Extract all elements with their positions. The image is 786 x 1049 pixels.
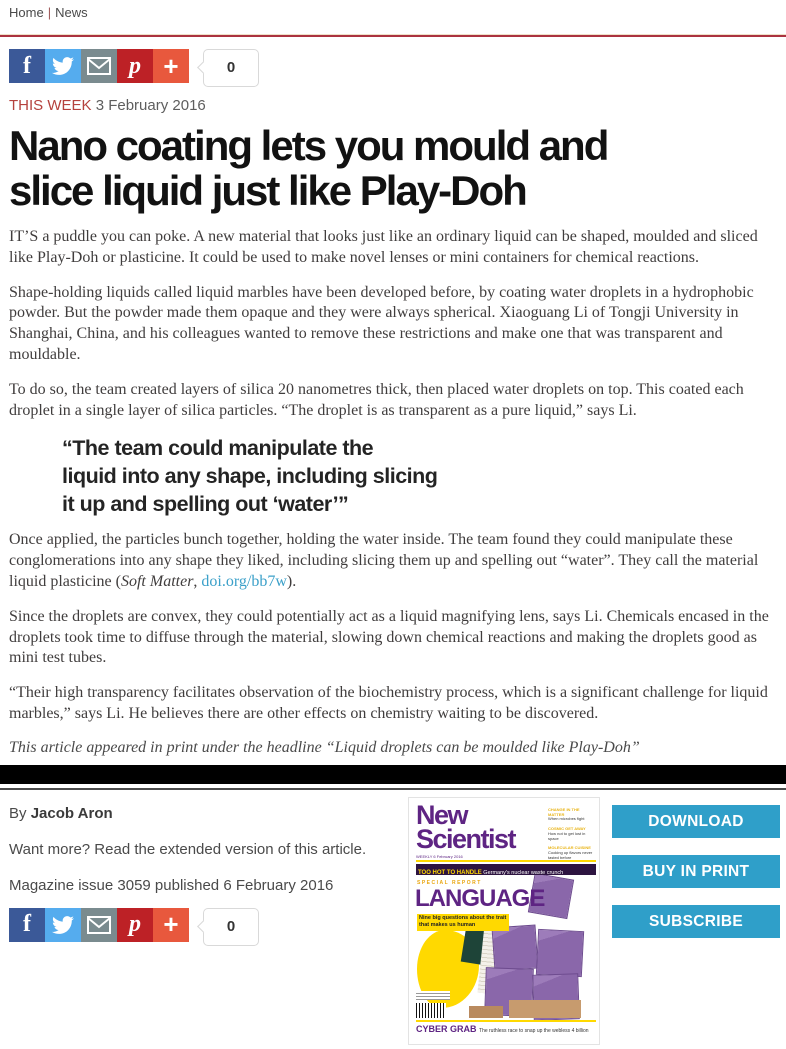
cover-special-report-label: SPECIAL REPORT	[417, 879, 482, 886]
publish-date: 3 February 2016	[95, 97, 206, 114]
breadcrumb-news-link[interactable]: News	[55, 5, 88, 20]
twitter-icon	[52, 55, 74, 77]
promo-buttons	[612, 805, 780, 955]
buy-in-print-button[interactable]: BUY IN PRINT	[612, 855, 780, 888]
cover-snippet: COSMIC GET AWAY How not to get lost in space	[548, 826, 586, 841]
breadcrumb-separator: |	[47, 5, 52, 20]
breadcrumb	[0, 0, 786, 20]
pull-quote: “The team could manipulate the liquid into any shape, including slicing it up and spelling out ‘water’”	[62, 436, 438, 516]
article-body	[0, 227, 786, 757]
byline: By Jacob Aron	[9, 804, 113, 822]
pinterest-icon: p	[129, 52, 141, 79]
cover-fine-print	[416, 991, 450, 1000]
share-count-badge[interactable]: 0	[203, 908, 259, 946]
cover-yellow-rule	[416, 860, 596, 862]
facebook-share-button[interactable]	[9, 49, 45, 83]
cover-cube	[492, 924, 539, 971]
plus-icon: +	[163, 50, 179, 81]
share-more-button[interactable]	[153, 49, 189, 83]
cover-tan-texture	[469, 1006, 503, 1018]
cover-barcode	[416, 1003, 446, 1018]
paragraph-5: Since the droplets are convex, they could potentially act as a liquid magnifying lens, says Li. Chemicals encased in the droplets took time to diffuse through the material, slowing down chemical reactions and making the droplets good as mini test tubes.	[9, 607, 769, 667]
pinterest-share-button[interactable]	[117, 49, 153, 83]
cover-bottom-teaser: CYBER GRAB The ruthless race to snap up the webless 4 billion	[416, 1023, 589, 1034]
subscribe-button[interactable]: SUBSCRIBE	[612, 905, 780, 938]
doi-link[interactable]: doi.org/bb7w	[201, 572, 287, 590]
share-count-badge[interactable]: 0	[203, 49, 259, 87]
article-eyebrow	[0, 87, 786, 114]
breadcrumb-home-link[interactable]: Home	[9, 5, 44, 20]
page-title: Nano coating lets you mould and slice liquid just like Play-Doh	[9, 122, 608, 214]
want-more-text: Want more? Read the extended version of this article.	[9, 840, 367, 858]
paragraph-4: Once applied, the particles bunch together, holding the water inside. The team found they could manipulate these conglomerations into any shape they liked, including slicing them up and spelling out “water”. They call the material liquid plasticine (Soft Matter, doi.org/bb7w).	[9, 531, 759, 590]
magazine-cover[interactable]	[408, 797, 600, 1045]
email-share-button[interactable]	[81, 49, 117, 83]
magazine-issue-info: Magazine issue 3059 published 6 February 2016	[9, 876, 334, 894]
facebook-share-button[interactable]	[9, 908, 45, 942]
email-envelope-icon	[87, 57, 111, 75]
cover-banner: TOO HOT TO HANDLE Germany's nuclear waste crunch	[416, 864, 596, 875]
cover-feature-subtitle: Nine big questions about the trait that makes us human	[417, 914, 509, 931]
share-more-button[interactable]	[153, 908, 189, 942]
cover-snippet: CHANGE IN THE MATTER When microbes fight	[548, 806, 585, 822]
twitter-share-button[interactable]	[45, 908, 81, 942]
cover-tan-texture	[509, 1000, 581, 1018]
email-share-button[interactable]	[81, 908, 117, 942]
plus-icon: +	[163, 909, 179, 940]
twitter-share-button[interactable]	[45, 49, 81, 83]
download-button[interactable]: DOWNLOAD	[612, 805, 780, 838]
journal-name: Soft Matter	[120, 572, 194, 590]
paragraph-3: To do so, the team created layers of silica 20 nanometres thick, then placed water droplets on top. This coated each droplet in a single layer of silica particles. “The droplet is as transparent as a pure liquid,” says Li.	[9, 380, 744, 419]
share-bar-top	[0, 37, 786, 87]
cover-snippet: MOLECULAR CUISINE Cooking up flavors never tasted before	[548, 845, 593, 861]
cover-snippets	[548, 808, 596, 866]
print-headline-note: This article appeared in print under the headline “Liquid droplets can be moulded like Play-Doh”	[9, 738, 640, 756]
paragraph-1: IT’S a puddle you can poke. A new material that looks just like an ordinary liquid can be shaped, moulded and sliced like Play-Doh or plasticine. It could be used to make novel lenses or mini containers for chemical reactions.	[9, 228, 758, 266]
cover-cube	[536, 929, 584, 977]
black-divider-bar	[0, 765, 786, 784]
pinterest-icon: p	[129, 911, 141, 938]
footer-section	[0, 790, 786, 1045]
twitter-icon	[52, 914, 74, 936]
cover-feature-title: LANGUAGE	[415, 884, 545, 912]
email-envelope-icon	[87, 916, 111, 934]
facebook-icon: f	[23, 911, 31, 938]
facebook-icon: f	[23, 52, 31, 79]
paragraph-6: “Their high transparency facilitates observation of the biochemistry process, which is a significant challenge for liquid marbles,” says Li. He believes there are other effects on chemistry waiting to be discovered.	[9, 684, 768, 722]
author-name: Jacob Aron	[30, 804, 113, 822]
section-label[interactable]: THIS WEEK	[9, 97, 92, 114]
paragraph-2: Shape-holding liquids called liquid marbles have been developed before, by coating water droplets in a hydrophobic powder. But the powder made them opaque and they were always spherical. Xiaoguang Li of Tongji University in Shanghai, China, and his colleagues wanted to remove these restrictions and make one that was transparent and mouldable.	[9, 283, 754, 364]
new-scientist-logo: New Scientist	[416, 799, 516, 854]
cover-issue-meta: WEEKLY 6 February 2016	[416, 853, 463, 859]
pinterest-share-button[interactable]	[117, 908, 153, 942]
